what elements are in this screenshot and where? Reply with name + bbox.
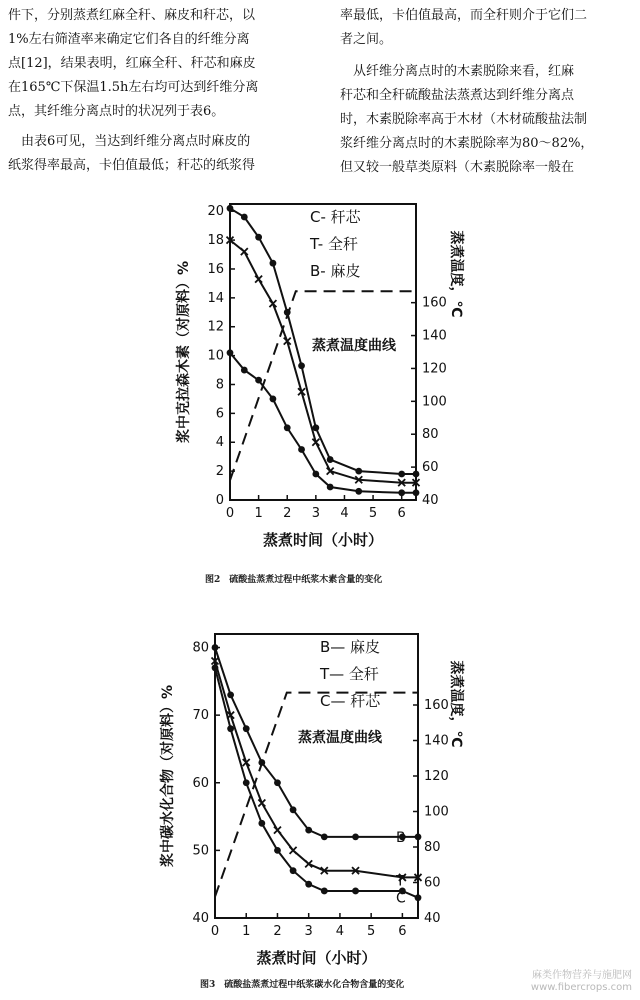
data-point [284, 424, 291, 431]
y2-tick-label: 160 [424, 698, 449, 713]
x-tick-label: 6 [397, 506, 406, 521]
x-tick-label: 2 [273, 924, 282, 939]
figure-2-lignin-chart [0, 190, 640, 570]
figure-3-caption: 图3 硫酸盐蒸煮过程中纸浆碳水化合物含量的变化 [200, 980, 405, 990]
data-point [290, 867, 297, 874]
y-tick-label: 4 [215, 435, 224, 451]
series-end-label: B [396, 829, 406, 846]
data-point [274, 847, 281, 854]
text-line: 由表6可见，当达到纤维分离点时麻皮的 [8, 134, 251, 149]
data-point [258, 820, 265, 827]
y2-tick-label: 120 [424, 769, 449, 784]
y-tick-label: 18 [207, 233, 224, 249]
y2-tick-label: 100 [422, 394, 447, 410]
y-axis-label: 浆中碳水化合物（对原料）% [160, 684, 176, 868]
data-point [298, 362, 305, 369]
y-axis-label: 浆中克拉森木素（对原料）% [176, 260, 192, 444]
series-end-label: T [396, 873, 405, 890]
x-axis-label: 蒸煮时间（小时） [256, 949, 377, 967]
data-point [355, 468, 362, 475]
data-point [327, 456, 334, 463]
x-tick-label: 4 [335, 924, 345, 939]
curve-label: 蒸煮温度曲线 [312, 338, 396, 354]
data-point [243, 779, 250, 786]
y2-tick-label: 40 [422, 493, 439, 508]
legend-entry: B— 麻皮 [320, 638, 381, 656]
text-line: 点[12]，结果表明，红麻全秆、秆芯和麻皮 [8, 56, 256, 71]
y-tick-label: 60 [192, 775, 209, 791]
y-tick-label: 12 [207, 319, 224, 335]
watermark [531, 970, 632, 994]
y-tick-label: 0 [215, 493, 224, 508]
data-point [270, 260, 277, 267]
y2-tick-label: 140 [422, 328, 447, 344]
data-point [413, 471, 420, 478]
y-tick-label: 14 [207, 290, 224, 306]
x-tick-label: 1 [254, 506, 263, 521]
y2-tick-label: 120 [422, 361, 447, 377]
text-line: 者之间。 [340, 32, 393, 47]
y-tick-label: 50 [192, 843, 209, 859]
text-line: 1%左右筛渣率来确定它们各自的纤维分离 [8, 32, 250, 47]
watermark-line: 麻类作物营养与施肥网 [532, 970, 632, 981]
series-line [230, 353, 416, 493]
x-tick-label: 0 [225, 506, 235, 521]
x-tick-label: 1 [242, 924, 251, 939]
y2-tick-label: 40 [424, 911, 441, 926]
data-point [290, 847, 297, 854]
data-point [305, 881, 312, 888]
data-point [398, 489, 405, 496]
data-point [415, 894, 422, 901]
data-point [352, 888, 359, 895]
data-point [398, 471, 405, 478]
y-tick-label: 8 [215, 377, 224, 393]
data-point [312, 424, 319, 431]
data-point [305, 827, 312, 834]
x-tick-label: 5 [368, 506, 378, 521]
curve-label: 蒸煮温度曲线 [298, 730, 382, 746]
text-line: 浆纤维分离点时的木素脱除率为80～82%， [340, 136, 594, 151]
text-line: 点，其纤维分离点时的状况列于表6。 [8, 104, 225, 119]
data-point [241, 214, 248, 221]
figure-2-caption: 图2 硫酸盐蒸煮过程中纸浆木素含量的变化 [205, 575, 383, 585]
data-point [298, 446, 305, 453]
data-point [413, 489, 420, 496]
y-tick-label: 16 [207, 261, 224, 277]
data-point [274, 827, 281, 834]
text-line: 件下，分别蒸煮红麻全秆、麻皮和秆芯，以 [8, 8, 256, 23]
data-point [321, 833, 328, 840]
data-point [227, 725, 234, 732]
text-line: 秆芯和全秆硫酸盐法蒸煮达到纤维分离点 [340, 88, 575, 103]
y2-tick-label: 100 [424, 804, 449, 820]
data-point [312, 471, 319, 478]
y-tick-label: 2 [215, 464, 224, 480]
y2-tick-label: 160 [422, 295, 447, 311]
y2-tick-label: 60 [424, 875, 441, 891]
legend-entry: B- 麻皮 [310, 262, 361, 280]
data-point [241, 248, 248, 255]
series-line [215, 693, 418, 897]
legend-entry: C- 秆芯 [310, 208, 361, 226]
text-line: 纸浆得率最高，卡伯值最低；秆芯的纸浆得 [8, 158, 256, 173]
data-point [355, 488, 362, 495]
y2-axis-label: 蒸煮温度，℃ [448, 660, 464, 748]
x-tick-label: 3 [304, 924, 313, 939]
y-tick-label: 40 [192, 911, 209, 926]
text-line: 率最低，卡伯值最高，而全秆则介于它们二 [340, 8, 588, 23]
data-point [212, 644, 219, 651]
text-line: 从纤维分离点时的木素脱除来看，红麻 [340, 64, 575, 79]
legend-entry: T- 全秆 [310, 235, 358, 253]
data-point [255, 276, 262, 283]
data-point [227, 349, 234, 356]
x-tick-label: 4 [340, 506, 349, 521]
data-point [321, 888, 328, 895]
y2-tick-label: 140 [424, 733, 449, 749]
text-line: 在165℃下保温1.5h左右均可达到纤维分离 [8, 80, 259, 95]
data-point [227, 691, 234, 698]
series-line [215, 661, 418, 877]
data-point [415, 833, 422, 840]
y2-tick-label: 60 [422, 460, 439, 476]
data-point [227, 205, 234, 212]
x-tick-label: 0 [210, 924, 220, 939]
series-line [230, 291, 416, 480]
y-tick-label: 70 [192, 708, 209, 724]
data-point [352, 833, 359, 840]
legend-entry: C— 秆芯 [320, 692, 381, 710]
data-point [270, 396, 277, 403]
x-tick-label: 2 [283, 506, 292, 521]
y-tick-label: 10 [207, 348, 224, 364]
text-line: 时，木素脱除率高于木材（木材硫酸盐法制 [340, 112, 588, 127]
x-axis-label: 蒸煮时间（小时） [262, 531, 384, 549]
x-tick-label: 5 [367, 924, 376, 939]
y-tick-label: 80 [192, 640, 209, 656]
text-line: 但又较一般草类原料（木素脱除率一般在 [340, 160, 575, 175]
y2-tick-label: 80 [422, 427, 439, 443]
legend-entry: T— 全秆 [320, 665, 379, 683]
y2-axis-label: 蒸煮温度，℃ [448, 230, 464, 318]
data-point [255, 234, 262, 241]
data-point [255, 377, 262, 384]
series-end-label: C [396, 890, 406, 907]
data-point [241, 367, 248, 374]
data-point [212, 664, 219, 671]
data-point [290, 806, 297, 813]
data-point [243, 725, 250, 732]
watermark-line: www.fibercrops.com [530, 982, 632, 993]
y-tick-label: 20 [207, 204, 224, 220]
data-point [327, 484, 334, 491]
x-tick-label: 6 [398, 924, 407, 939]
y-tick-label: 6 [215, 406, 224, 422]
y2-tick-label: 80 [424, 840, 441, 855]
data-point [274, 779, 281, 786]
x-tick-label: 3 [311, 506, 320, 521]
figure-3-carbohydrate-chart [0, 600, 640, 972]
